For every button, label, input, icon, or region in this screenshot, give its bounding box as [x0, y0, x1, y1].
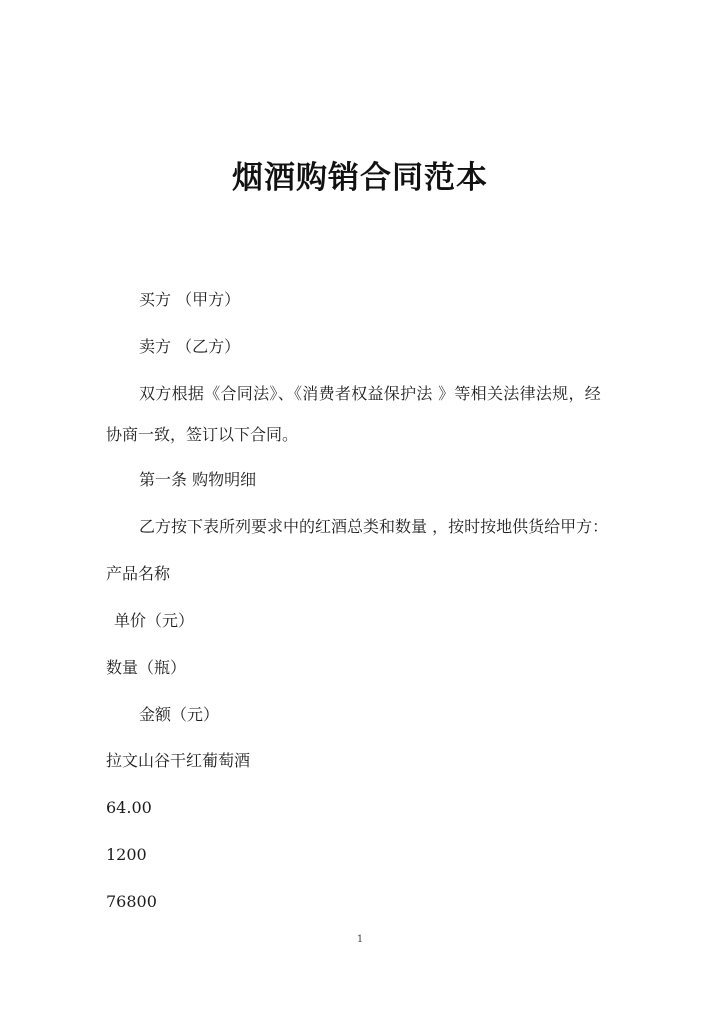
table-header-quantity: 数量（瓶） [106, 658, 187, 677]
table-cell-quantity: 1200 [106, 845, 147, 864]
table-cell-unit-price: 64.00 [106, 798, 152, 817]
table-header-amount: 金额（元） [139, 705, 220, 724]
article-1-heading: 第一条 购物明细 [139, 470, 257, 489]
intro-line-2: 协商一致，签订以下合同。 [106, 425, 299, 444]
table-cell-amount: 76800 [106, 892, 157, 911]
table-header-unit-price: 单价（元） [114, 611, 195, 630]
table-header-product-name: 产品名称 [106, 564, 171, 583]
page-number: 1 [356, 934, 364, 945]
buyer-line: 买方 （甲方） [139, 290, 241, 309]
seller-line: 卖方 （乙方） [139, 337, 241, 356]
intro-line-1: 双方根据《合同法》、《消费者权益保护法 》等相关法律法规，经 [139, 384, 602, 403]
document-title: 烟酒购销合同范本 [232, 160, 488, 196]
table-cell-product-name: 拉文山谷干红葡萄酒 [106, 751, 251, 770]
article-1-text: 乙方按下表所列要求中的红酒总类和数量 ，按时按地供货给甲方： [139, 517, 609, 536]
